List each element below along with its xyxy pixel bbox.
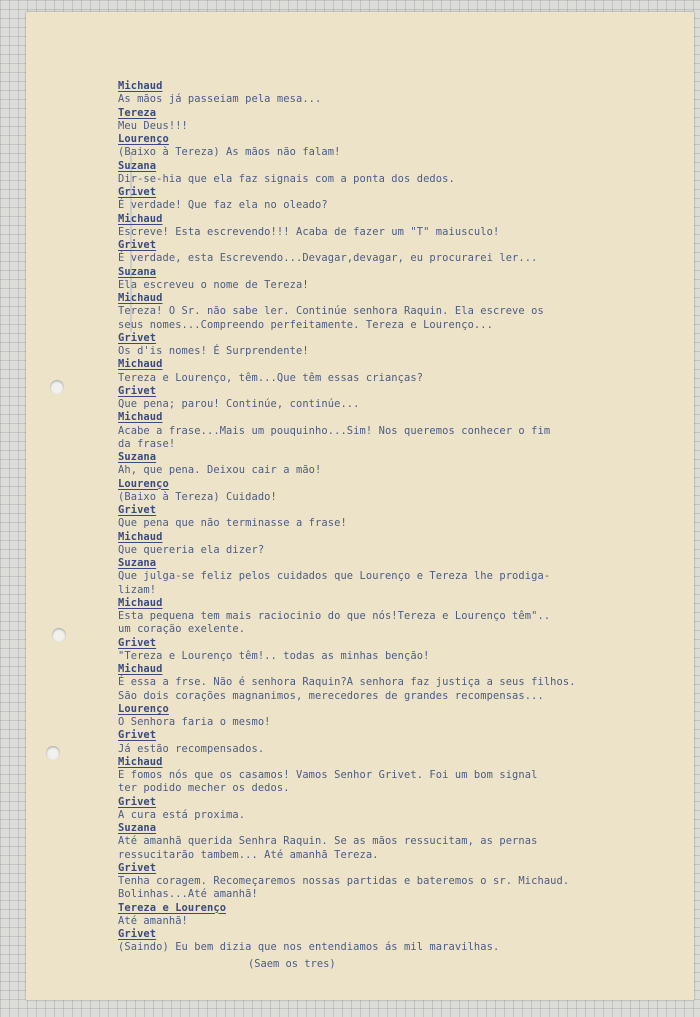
dialogue-line: Tereza! O Sr. não sabe ler. Continúe senhora Raquin. Ela escreve os — [118, 305, 544, 318]
dialogue-line: seus nomes...Compreendo perfeitamente. Tereza e Lourenço... — [118, 318, 493, 331]
dialogue-line: (Saindo) Eu bem dizia que nos entendiamos ás mil maravilhas. — [118, 941, 500, 954]
dialogue-line: Já estão recompensados. — [118, 742, 265, 755]
speaker-name: Michaud — [118, 530, 163, 543]
speaker-name: Michaud — [118, 358, 163, 371]
speaker-name: Grivet — [118, 504, 157, 516]
speaker-name: Michaud — [118, 80, 163, 92]
dialogue-line: Tenha coragem. Recomeçaremos nossas partidas e bateremos o sr. Michaud. — [118, 875, 570, 887]
speaker-name: Grivet — [118, 636, 157, 649]
speaker-name: Michaud — [118, 663, 163, 675]
speaker-name: Lourenço — [118, 133, 169, 145]
dialogue-line: Dir-se-hia que ela faz signais com a ponta dos dedos. — [118, 172, 455, 185]
speaker-name: Grivet — [118, 331, 157, 344]
dialogue-line: Que julga-se feliz pelos cuidados que Lourenço e Tereza lhe prodiga- — [118, 570, 551, 583]
dialogue-line: Ela escreveu o nome de Tereza! — [118, 278, 309, 291]
dialogue-line: Escreve! Esta escrevendo!!! Acaba de fazer um "T" maiusculo! — [118, 225, 500, 238]
speaker-name: Grivet — [118, 384, 157, 397]
speaker-name: Suzana — [118, 557, 157, 569]
speaker-name: Michaud — [118, 596, 163, 609]
punch-hole-top — [50, 380, 64, 394]
speaker-name: Grivet — [118, 239, 157, 251]
dialogue-line: ressucitarão tambem... Até amanhã Tereza. — [118, 848, 379, 861]
speaker-name: Grivet — [118, 186, 157, 198]
speaker-name: Lourenço — [118, 477, 169, 490]
speaker-name: Suzana — [118, 451, 157, 463]
speaker-name: Grivet — [118, 795, 157, 808]
dialogue-line: Os d'is nomes! É Surprendente! — [118, 345, 309, 357]
dialogue-line: Acabe a frase...Mais um pouquinho...Sim! Nos queremos conhecer o fim — [118, 424, 551, 437]
dialogue-line: Que pena; parou! Continúe, continúe... — [118, 398, 360, 410]
speaker-name: Suzana — [118, 265, 157, 278]
dialogue-line: ter podido mecher os dedos. — [118, 782, 290, 795]
dialogue-line: Bolinhas...Até amanhã! — [118, 888, 258, 901]
dialogue-line: um coração exelente. — [118, 623, 246, 636]
speaker-name: Grivet — [118, 729, 157, 742]
script-dialogue — [118, 80, 678, 955]
speaker-name: Tereza — [118, 106, 157, 119]
dialogue-line: Esta pequena tem mais raciocinio do que nós!Tereza e Lourenço têm".. — [118, 610, 551, 622]
speaker-name: Grivet — [118, 928, 157, 940]
dialogue-line: A cura está proxima. — [118, 808, 246, 821]
dialogue-line: É verdade, esta Escrevendo...Devagar,devagar, eu procurarei ler... — [118, 252, 538, 265]
dialogue-line: Até amanhã! — [118, 914, 188, 927]
dialogue-line: É verdade! Que faz ela no oleado? — [118, 199, 328, 212]
dialogue-line: da frase! — [118, 437, 176, 450]
dialogue-line: É essa a frse. Não é senhora Raquin?A senhora faz justiça a seus filhos. — [118, 676, 576, 689]
dialogue-line: Ah, que pena. Deixou cair a mão! — [118, 464, 322, 477]
speaker-name: Suzana — [118, 159, 157, 172]
speaker-name: Michaud — [118, 755, 163, 768]
dialogue-line: São dois corações magnanimos, merecedores de grandes recompensas... — [118, 689, 544, 702]
speaker-name: Lourenço — [118, 702, 169, 715]
speaker-name: Suzana — [118, 822, 157, 834]
speaker-name: Michaud — [118, 292, 163, 304]
punch-hole-bottom — [46, 746, 60, 760]
dialogue-line: Que pena que não terminasse a frase! — [118, 517, 347, 530]
dialogue-line: "Tereza e Lourenço têm!.. todas as minhas benção! — [118, 649, 430, 662]
stage-direction: (Saem os tres) — [248, 958, 336, 970]
dialogue-line: As mãos já passeiam pela mesa... — [118, 93, 322, 106]
dialogue-line: (Baixo à Tereza) Cuidado! — [118, 490, 277, 503]
dialogue-line: Que quereria ela dizer? — [118, 543, 265, 556]
dialogue-line: E fomos nós que os casamos! Vamos Senhor Grivet. Foi um bom signal — [118, 769, 538, 781]
dialogue-line: Tereza e Lourenço, têm...Que têm essas crianças? — [118, 371, 424, 384]
speaker-name: Michaud — [118, 411, 163, 424]
speaker-name: Michaud — [118, 212, 163, 225]
speaker-name: Grivet — [118, 861, 157, 874]
dialogue-line: Até amanhã querida Senhra Raquin. Se as mãos ressucitam, as pernas — [118, 835, 538, 848]
punch-hole-middle — [52, 628, 66, 642]
speaker-name: Tereza e Lourenço — [118, 901, 227, 914]
dialogue-line: lizam! — [118, 583, 157, 596]
dialogue-line: Meu Deus!!! — [118, 119, 188, 132]
dialogue-line: (Baixo à Tereza) As mãos não falam! — [118, 146, 341, 159]
dialogue-line: O Senhora faria o mesmo! — [118, 716, 271, 728]
